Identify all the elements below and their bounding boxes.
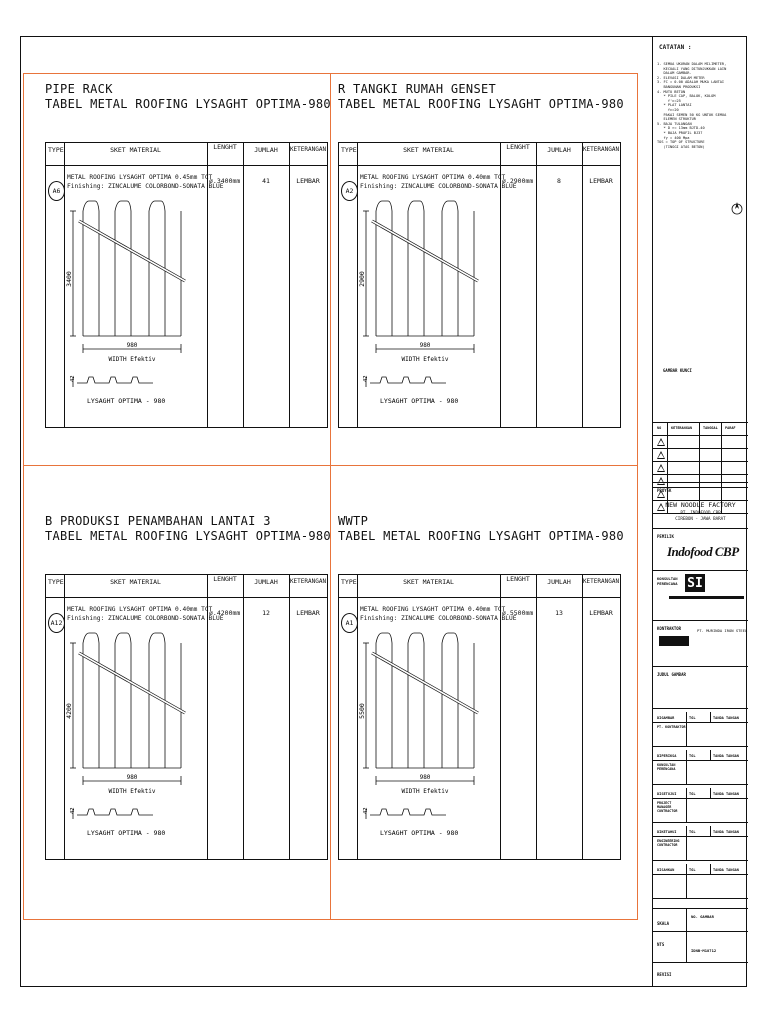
- break-band-inner: [372, 653, 478, 713]
- cell-qty: 12: [262, 609, 270, 617]
- height-dim-text: 2900: [358, 271, 366, 287]
- nts-label: NTS: [657, 942, 665, 947]
- owner-label: PEMILIK: [657, 534, 674, 539]
- rib: [83, 201, 99, 211]
- sign-signature-label: TANDA TANGAN: [713, 716, 739, 720]
- consultant-label: KONSULTAN PERENCANA: [657, 576, 678, 586]
- header-qty: JUMLAH: [547, 578, 571, 586]
- roofing-sketch: [358, 191, 498, 421]
- header-length: LENGHT: [506, 575, 530, 583]
- panel-title: TABEL METAL ROOFING LYSAGHT OPTIMA-980: [45, 97, 331, 111]
- sign-signature-label: TANDA TANGAN: [713, 868, 739, 872]
- height-dim-text: 3400: [65, 271, 73, 287]
- rev-no-header: NO: [657, 426, 662, 430]
- edge-dim-text: 42: [70, 807, 76, 814]
- cell-unit: LEMBAR: [589, 609, 613, 617]
- header-note: KETERANGAN: [289, 146, 327, 153]
- sign-signature-label: TANDA TANGAN: [713, 830, 739, 834]
- drawing-title-label: JUDUL GAMBAR: [657, 672, 686, 677]
- roofing-sketch: [65, 623, 205, 853]
- divider: [710, 864, 711, 874]
- col-divider: [536, 143, 537, 427]
- rib: [442, 633, 458, 643]
- col-divider: [536, 575, 537, 859]
- sign-role: DISETUJUI: [657, 792, 677, 796]
- revision-triangle-icon: [657, 464, 665, 472]
- divider: [653, 898, 748, 899]
- profile-label: LYSAGHT OPTIMA - 980: [380, 397, 459, 405]
- divider: [686, 788, 687, 822]
- material-finishing: Finishing: ZINCALUME COLORBOND-SONATA BLUE: [67, 615, 224, 622]
- col-divider: [582, 143, 583, 427]
- sign-date-label: TGL: [689, 868, 696, 872]
- header-length: LENGHT: [213, 575, 237, 583]
- rev-col-divider: [721, 422, 722, 513]
- divider: [653, 860, 748, 861]
- material-description: [360, 173, 516, 191]
- roofing-table: [45, 574, 328, 860]
- edge-dim-text: 42: [363, 375, 369, 382]
- cell-length: ø.3400mm: [209, 177, 241, 185]
- divider: [653, 666, 748, 667]
- height-dim-text: 5500: [358, 703, 366, 719]
- sign-signature-label: TANDA TANGAN: [713, 754, 739, 758]
- rib: [83, 633, 99, 643]
- break-band-inner: [79, 221, 185, 281]
- panel-title: TABEL METAL ROOFING LYSAGHT OPTIMA-980: [45, 529, 331, 543]
- divider: [686, 750, 687, 784]
- sheet-label: REVISI: [657, 972, 672, 977]
- rev-sign-header: PARAF: [725, 426, 736, 430]
- col-divider: [582, 575, 583, 859]
- header-qty: JUMLAH: [254, 578, 278, 586]
- material-finishing: Finishing: ZINCALUME COLORBOND-SONATA BLUE: [67, 183, 224, 190]
- type-code-badge: A12: [48, 613, 65, 633]
- roofing-panel: [338, 514, 624, 837]
- cell-unit: LEMBAR: [589, 177, 613, 185]
- sign-date-label: TGL: [689, 716, 696, 720]
- rev-date-header: TANGGAL: [703, 426, 718, 430]
- header-note: KETERANGAN: [582, 146, 620, 153]
- panel-location: B PRODUKSI PENAMBAHAN LANTAI 3: [45, 514, 271, 528]
- material-spec: METAL ROOFING LYSAGHT OPTIMA 0.40mm TCT: [360, 174, 506, 181]
- cell-unit: LEMBAR: [296, 177, 320, 185]
- rib: [408, 633, 424, 643]
- north-arrow-icon: [731, 201, 743, 217]
- sign-signature-label: TANDA TANGAN: [713, 792, 739, 796]
- notes-heading: CATATAN :: [659, 44, 692, 51]
- cell-qty: 8: [557, 177, 561, 185]
- divider: [686, 908, 687, 962]
- profile-label: LYSAGHT OPTIMA - 980: [87, 397, 166, 405]
- header-sketch: SKET MATERIAL: [403, 578, 454, 586]
- header-type: TYPE: [48, 578, 64, 586]
- divider: [653, 874, 748, 875]
- roofing-table: [338, 142, 621, 428]
- width-dim-text: 980: [419, 774, 431, 781]
- divider: [653, 931, 748, 932]
- material-finishing: Finishing: ZINCALUME COLORBOND-SONATA BLUE: [360, 183, 517, 190]
- rib: [408, 201, 424, 211]
- width-dim-text: 980: [126, 342, 138, 349]
- key-plan-label: GAMBAR KUNCI: [663, 368, 692, 373]
- roofing-panel: [45, 514, 331, 837]
- rib: [376, 633, 392, 643]
- header-sketch: SKET MATERIAL: [110, 146, 161, 154]
- roofing-sketch: [358, 623, 498, 853]
- cell-unit: LEMBAR: [296, 609, 320, 617]
- sign-date-label: TGL: [689, 754, 696, 758]
- divider: [686, 864, 687, 898]
- revision-triangle-icon: [657, 477, 665, 485]
- rev-col-divider: [667, 422, 668, 513]
- rib: [115, 633, 131, 643]
- viewport-divider-horizontal: [23, 465, 638, 466]
- edge-dim-text: 42: [363, 807, 369, 814]
- col-divider: [243, 143, 244, 427]
- roofing-table: [45, 142, 328, 428]
- divider: [653, 798, 748, 799]
- profile-section: [370, 377, 446, 383]
- revision-triangle-icon: [657, 438, 665, 446]
- width-label: WIDTH Efektiv: [108, 356, 156, 363]
- profile-section: [370, 809, 446, 815]
- sign-role: DISAHKAN: [657, 868, 675, 872]
- col-divider: [243, 575, 244, 859]
- material-description: [360, 605, 516, 623]
- contractor-label: KONTRAKTOR: [657, 626, 682, 631]
- scale-label: SKALA: [657, 921, 670, 926]
- sign-role: DIKETAHUI: [657, 830, 677, 834]
- sign-role: DIPERIKSA: [657, 754, 677, 758]
- revision-triangle-icon: [657, 451, 665, 459]
- type-code-badge: A1: [341, 613, 358, 633]
- title-block: [652, 36, 747, 987]
- break-band-inner: [372, 221, 478, 281]
- divider: [653, 784, 748, 785]
- width-label: WIDTH Efektiv: [401, 788, 449, 795]
- type-code-badge: A6: [48, 181, 65, 201]
- contractor-name: PT. MURINDA IRON STEEL: [697, 628, 748, 633]
- project-name: NEW NOODLE FACTORY: [665, 501, 736, 509]
- divider: [653, 722, 748, 723]
- header-length: LENGHT: [506, 143, 530, 151]
- panel-location: R TANGKI RUMAH GENSET: [338, 82, 497, 96]
- header-qty: JUMLAH: [254, 146, 278, 154]
- sign-role: DIGAMBAR: [657, 716, 675, 720]
- rev-col-divider: [699, 422, 700, 513]
- header-type: TYPE: [341, 578, 357, 586]
- roofing-sketch: [65, 191, 205, 421]
- profile-section: [77, 809, 153, 815]
- roofing-table: [338, 574, 621, 860]
- header-sketch: SKET MATERIAL: [403, 146, 454, 154]
- rib: [149, 201, 165, 211]
- sign-party: PROJECT MANAGER CONTRACTOR: [657, 801, 678, 814]
- project-label: PROYEK: [657, 488, 672, 493]
- rev-desc-header: KETERANGAN: [671, 426, 693, 430]
- divider: [653, 570, 748, 571]
- profile-label: LYSAGHT OPTIMA - 980: [87, 829, 166, 837]
- width-label: WIDTH Efektiv: [401, 356, 449, 363]
- project-company: PT. INDOFOOD CBP: [680, 510, 721, 515]
- divider: [653, 708, 748, 709]
- sign-party: KONSULTAN PERENCANA: [657, 763, 676, 772]
- contractor-logo: [659, 636, 689, 646]
- divider: [710, 750, 711, 760]
- material-finishing: Finishing: ZINCALUME COLORBOND-SONATA BLUE: [360, 615, 517, 622]
- cell-length: ø.4200mm: [209, 609, 241, 617]
- sign-party: ENGINEERING CONTRACTOR: [657, 839, 680, 848]
- rib: [149, 633, 165, 643]
- header-type: TYPE: [341, 146, 357, 154]
- divider: [653, 482, 748, 483]
- panel-location: PIPE RACK: [45, 82, 113, 96]
- roofing-panel: [45, 82, 331, 405]
- header-length: LENGHT: [213, 143, 237, 151]
- divider: [686, 712, 687, 746]
- viewport-divider-vertical: [330, 73, 331, 920]
- divider: [653, 908, 748, 909]
- break-band-inner: [79, 653, 185, 713]
- sign-date-label: TGL: [689, 830, 696, 834]
- divider: [653, 836, 748, 837]
- profile-section: [77, 377, 153, 383]
- drawing-no-label: NO. GAMBAR: [691, 914, 714, 919]
- divider: [653, 760, 748, 761]
- rib: [442, 201, 458, 211]
- header-note: KETERANGAN: [289, 578, 327, 585]
- cell-qty: 41: [262, 177, 270, 185]
- divider: [710, 788, 711, 798]
- divider: [653, 746, 748, 747]
- header-type: TYPE: [48, 146, 64, 154]
- divider: [686, 826, 687, 860]
- panel-title: TABEL METAL ROOFING LYSAGHT OPTIMA-980: [338, 97, 624, 111]
- divider: [653, 528, 748, 529]
- rib: [115, 201, 131, 211]
- owner-logo: Indofood CBP: [667, 544, 739, 559]
- divider: [710, 712, 711, 722]
- cell-length: ø.5500mm: [502, 609, 534, 617]
- divider: [653, 962, 748, 963]
- consultant-logo: SI: [685, 574, 705, 592]
- header-sketch: SKET MATERIAL: [110, 578, 161, 586]
- material-description: [67, 173, 223, 191]
- project-location: CIREBON - JAWA BARAT: [675, 516, 726, 521]
- col-divider: [289, 143, 290, 427]
- width-label: WIDTH Efektiv: [108, 788, 156, 795]
- panel-location: WWTP: [338, 514, 369, 528]
- edge-dim-text: 42: [70, 375, 76, 382]
- general-notes: 1. SEMUA UKURAN DALAM MILIMETER, KECUALI YANG DITUNJUKKAN LAIN DALAM GAMBAR. 2. ELEVASI DALAM METER 3. FC = 0.00 ADALAH MUKA LANTAI BANGUNAN PRODUKSI 4. MUTU BETON * PILE CAP, BALOK, KOLOM f'c=25 * PLAT LANTAI fc=20 PAKAI SEMEN 50 KG UNTUK SEMUA ELEMEN STRUKTUR 5. BAJA TULANGAN * D >= 13mm BJTD-40 * BAJA PROFIL BJ37 fy = 400 Mpa TOS = TOP OF STRUCTURE (TINGGI ATAS BETON): [657, 62, 727, 149]
- rib: [376, 201, 392, 211]
- sign-party: PT. KONTRAKTOR: [657, 725, 686, 729]
- width-dim-text: 980: [419, 342, 431, 349]
- roofing-panel: [338, 82, 624, 405]
- material-spec: METAL ROOFING LYSAGHT OPTIMA 0.45mm TCT: [67, 174, 213, 181]
- material-description: [67, 605, 223, 623]
- divider: [653, 822, 748, 823]
- type-code-badge: A2: [341, 181, 358, 201]
- material-spec: METAL ROOFING LYSAGHT OPTIMA 0.40mm TCT: [360, 606, 506, 613]
- divider: [710, 826, 711, 836]
- cell-qty: 13: [555, 609, 563, 617]
- material-spec: METAL ROOFING LYSAGHT OPTIMA 0.40mm TCT: [67, 606, 213, 613]
- sign-date-label: TGL: [689, 792, 696, 796]
- drawing-number: IDNB-M18712: [691, 948, 717, 953]
- panel-title: TABEL METAL ROOFING LYSAGHT OPTIMA-980: [338, 529, 624, 543]
- cell-length: ø.2900mm: [502, 177, 534, 185]
- profile-label: LYSAGHT OPTIMA - 980: [380, 829, 459, 837]
- header-note: KETERANGAN: [582, 578, 620, 585]
- consultant-name-bar: [669, 596, 744, 599]
- col-divider: [289, 575, 290, 859]
- header-qty: JUMLAH: [547, 146, 571, 154]
- width-dim-text: 980: [126, 774, 138, 781]
- height-dim-text: 4200: [65, 703, 73, 719]
- divider: [653, 620, 748, 621]
